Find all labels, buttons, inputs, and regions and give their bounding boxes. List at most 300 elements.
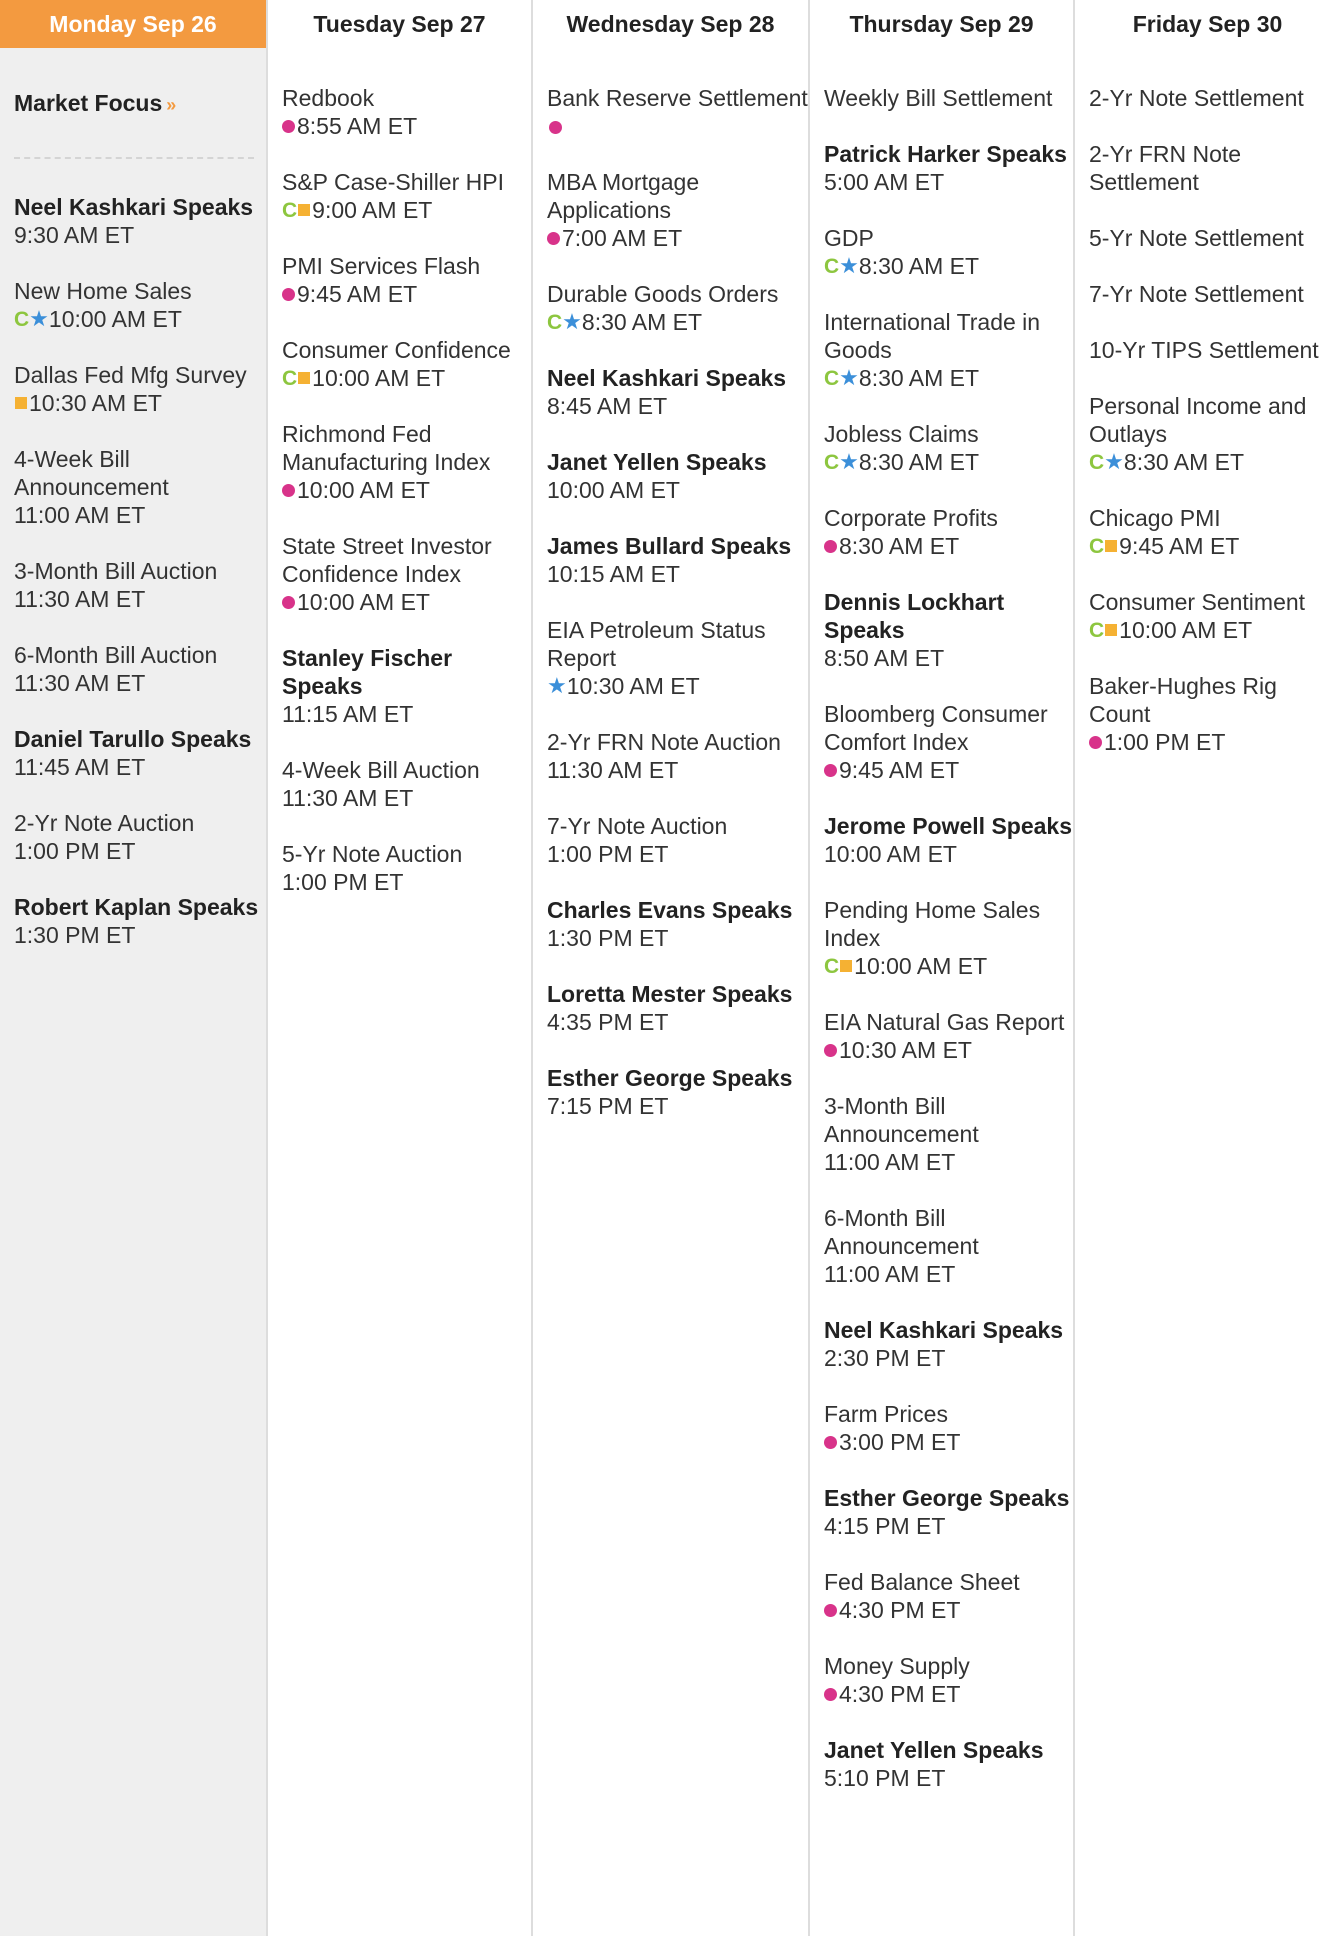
event-title[interactable]	[547, 896, 808, 924]
event-time	[547, 476, 808, 504]
event-time-text: 9:45 AM ET	[839, 757, 960, 783]
calendar-event[interactable]	[547, 168, 808, 252]
event-time	[14, 501, 266, 529]
event-icons	[824, 1688, 839, 1701]
event-title-text: Weekly Bill Settlement	[824, 85, 1053, 111]
calendar-event[interactable]	[824, 84, 1073, 112]
event-time	[282, 588, 531, 616]
calendar-event[interactable]	[14, 809, 266, 865]
c-icon: C	[14, 307, 30, 331]
square-icon	[1105, 540, 1117, 552]
event-icons	[1089, 736, 1104, 749]
event-title[interactable]	[824, 1568, 1073, 1596]
event-time-text: 10:30 AM ET	[566, 673, 700, 699]
event-time	[547, 672, 808, 700]
event-icons	[824, 956, 854, 977]
day-header[interactable]: Monday Sep 26	[0, 0, 266, 48]
event-icons	[547, 232, 562, 245]
event-title-text: International Trade in Goods	[824, 309, 1041, 363]
event-time-text: 2:30 PM ET	[824, 1345, 946, 1371]
event-title[interactable]	[547, 280, 808, 308]
event-time	[14, 669, 266, 697]
event-title[interactable]	[824, 1204, 1073, 1260]
calendar-event[interactable]	[824, 700, 1073, 784]
event-list	[268, 48, 531, 896]
star-icon: ★	[839, 449, 859, 474]
event-time	[282, 196, 531, 224]
event-title-text: MBA Mortgage Applications	[547, 169, 700, 223]
event-title[interactable]	[14, 725, 266, 753]
event-title-text: 5-Yr Note Settlement	[1089, 225, 1304, 251]
event-title[interactable]	[282, 420, 531, 476]
event-time-text: 8:30 AM ET	[581, 309, 703, 335]
calendar-event[interactable]	[824, 1008, 1073, 1064]
dot-icon	[282, 596, 295, 609]
calendar-event[interactable]	[14, 361, 266, 417]
calendar-event[interactable]	[824, 420, 1073, 476]
speaker-event[interactable]	[547, 448, 808, 504]
event-title-text: 5-Yr Note Auction	[282, 841, 463, 867]
event-icons	[824, 451, 859, 473]
event-time-text: 4:15 PM ET	[824, 1513, 946, 1539]
event-time	[824, 1036, 1073, 1064]
event-title[interactable]	[824, 308, 1073, 364]
event-icons	[282, 120, 297, 133]
event-icons	[282, 596, 297, 609]
event-title[interactable]	[824, 812, 1073, 840]
event-icons	[1089, 536, 1119, 557]
event-time-text: 5:00 AM ET	[824, 169, 945, 195]
event-list	[810, 48, 1073, 1792]
event-title[interactable]	[1089, 672, 1340, 728]
event-title[interactable]	[824, 140, 1073, 168]
event-icons	[824, 1044, 839, 1057]
event-title-text: Redbook	[282, 85, 375, 111]
double-chevron-right-icon: »	[166, 95, 177, 115]
event-time-text: 9:30 AM ET	[14, 222, 135, 248]
event-title-text: Robert Kaplan Speaks	[14, 894, 259, 920]
event-title[interactable]	[14, 445, 266, 501]
event-time-text: 8:30 AM ET	[839, 533, 960, 559]
event-time	[547, 1092, 808, 1120]
event-title-text: 6-Month Bill Announcement	[824, 1205, 979, 1259]
event-time	[282, 476, 531, 504]
event-time	[282, 700, 531, 728]
speaker-event[interactable]	[547, 364, 808, 420]
event-time	[824, 364, 1073, 392]
event-title[interactable]	[824, 1400, 1073, 1428]
event-time-text: 9:00 AM ET	[312, 197, 433, 223]
event-time	[824, 1428, 1073, 1456]
event-title[interactable]	[282, 644, 531, 700]
calendar-event[interactable]	[824, 308, 1073, 392]
event-title-text: Neel Kashkari Speaks	[547, 365, 787, 391]
day-column	[0, 0, 268, 1936]
event-title[interactable]	[282, 168, 531, 196]
speaker-event[interactable]	[824, 1484, 1073, 1540]
event-title[interactable]	[824, 84, 1073, 112]
event-title-text: Esther George Speaks	[547, 1065, 793, 1091]
event-title[interactable]	[547, 980, 808, 1008]
event-time-text: 11:30 AM ET	[282, 785, 414, 811]
event-title[interactable]	[14, 361, 266, 389]
calendar-event[interactable]	[14, 277, 266, 333]
event-time	[14, 221, 266, 249]
event-title-text: Janet Yellen Speaks	[547, 449, 767, 475]
event-title[interactable]	[1089, 224, 1340, 252]
speaker-event[interactable]	[547, 980, 808, 1036]
event-time-text: 9:45 AM ET	[1119, 533, 1240, 559]
event-icons	[824, 764, 839, 777]
event-title[interactable]	[547, 728, 808, 756]
event-time	[824, 1596, 1073, 1624]
calendar-event[interactable]	[282, 336, 531, 392]
event-time-text: 11:00 AM ET	[824, 1261, 956, 1287]
event-title[interactable]	[1089, 588, 1340, 616]
event-time-text: 1:30 PM ET	[547, 925, 669, 951]
dot-icon	[824, 1044, 837, 1057]
event-time	[547, 560, 808, 588]
calendar-event[interactable]	[14, 445, 266, 529]
market-focus-label: Market Focus	[14, 90, 163, 116]
event-time	[547, 840, 808, 868]
event-icons	[1089, 620, 1119, 641]
event-icons	[14, 308, 49, 330]
event-time	[824, 532, 1073, 560]
calendar-event[interactable]	[824, 504, 1073, 560]
dot-icon	[824, 764, 837, 777]
event-time-text: 8:30 AM ET	[858, 253, 980, 279]
event-icons	[824, 1436, 839, 1449]
calendar-event[interactable]	[824, 224, 1073, 280]
event-title[interactable]	[547, 812, 808, 840]
event-title-text: Neel Kashkari Speaks	[824, 1317, 1064, 1343]
event-title-text: Baker-Hughes Rig Count	[1089, 673, 1277, 727]
c-icon: C	[1089, 534, 1105, 558]
event-title[interactable]	[547, 84, 808, 140]
event-time-text: 10:00 AM ET	[297, 477, 430, 503]
calendar-event[interactable]	[547, 280, 808, 336]
event-time-text: 11:30 AM ET	[14, 670, 146, 696]
event-title-text: Money Supply	[824, 1653, 970, 1679]
event-time	[824, 840, 1073, 868]
event-title[interactable]	[14, 641, 266, 669]
calendar-event[interactable]	[282, 168, 531, 224]
event-icons	[824, 540, 839, 553]
event-icons	[824, 367, 859, 389]
event-title[interactable]	[824, 1652, 1073, 1680]
event-title-text: James Bullard Speaks	[547, 533, 792, 559]
event-icons	[824, 255, 859, 277]
event-time	[1089, 532, 1340, 560]
event-list	[0, 193, 266, 949]
event-icons	[282, 200, 312, 221]
event-title-text: Charles Evans Speaks	[547, 897, 793, 923]
event-time	[282, 280, 531, 308]
speaker-event[interactable]	[824, 588, 1073, 672]
event-title[interactable]	[14, 893, 266, 921]
event-title-text: Loretta Mester Speaks	[547, 981, 793, 1007]
event-time-text: 4:30 PM ET	[839, 1681, 961, 1707]
calendar-event[interactable]	[1089, 392, 1340, 476]
event-title-text: State Street Investor Confidence Index	[282, 533, 492, 587]
day-column	[268, 0, 533, 1936]
event-time-text: 3:00 PM ET	[839, 1429, 961, 1455]
event-time-text: 9:45 AM ET	[297, 281, 418, 307]
event-time	[824, 448, 1073, 476]
event-title-text: Bloomberg Consumer Comfort Index	[824, 701, 1048, 755]
event-time-text: 1:30 PM ET	[14, 922, 136, 948]
event-title-text: 2-Yr Note Auction	[14, 810, 195, 836]
event-title[interactable]	[824, 700, 1073, 756]
calendar-event[interactable]	[824, 1568, 1073, 1624]
event-time	[1089, 616, 1340, 644]
calendar-event[interactable]	[1089, 84, 1340, 112]
speaker-event[interactable]	[824, 812, 1073, 868]
event-title[interactable]	[824, 1092, 1073, 1148]
event-title[interactable]	[282, 532, 531, 588]
event-title-text: 4-Week Bill Auction	[282, 757, 480, 783]
event-time	[14, 753, 266, 781]
calendar-event[interactable]	[282, 840, 531, 896]
speaker-event[interactable]	[824, 1316, 1073, 1372]
event-title[interactable]	[282, 336, 531, 364]
speaker-event[interactable]	[547, 896, 808, 952]
event-time-text: 11:30 AM ET	[547, 757, 679, 783]
day-column	[533, 0, 810, 1936]
speaker-event[interactable]	[824, 140, 1073, 196]
c-icon: C	[824, 366, 840, 390]
event-title[interactable]	[14, 809, 266, 837]
calendar-event[interactable]	[14, 641, 266, 697]
event-title-text: Daniel Tarullo Speaks	[14, 726, 252, 752]
event-icons	[547, 675, 567, 697]
event-time-text: 7:00 AM ET	[562, 225, 683, 251]
event-title[interactable]	[14, 277, 266, 305]
event-title-text: Personal Income and Outlays	[1089, 393, 1307, 447]
event-time-text: 8:30 AM ET	[1123, 449, 1245, 475]
event-list	[533, 48, 808, 1120]
event-title-text: Jerome Powell Speaks	[824, 813, 1073, 839]
calendar-event[interactable]	[547, 84, 808, 140]
c-icon: C	[824, 254, 840, 278]
dot-icon	[824, 540, 837, 553]
event-title[interactable]	[1089, 84, 1340, 112]
event-time-text: 11:30 AM ET	[14, 586, 146, 612]
event-title-text: GDP	[824, 225, 874, 251]
event-title[interactable]	[824, 1736, 1073, 1764]
event-title-text: Patrick Harker Speaks	[824, 141, 1067, 167]
event-title-text: EIA Natural Gas Report	[824, 1009, 1065, 1035]
event-time-text: 1:00 PM ET	[547, 841, 669, 867]
day-header[interactable]: Thursday Sep 29	[849, 10, 1034, 37]
event-time	[824, 1260, 1073, 1288]
event-title[interactable]	[824, 1316, 1073, 1344]
dot-icon	[824, 1436, 837, 1449]
speaker-event[interactable]	[547, 532, 808, 588]
event-title[interactable]	[1089, 280, 1340, 308]
event-time	[282, 784, 531, 812]
event-title-text: Stanley Fischer Speaks	[282, 645, 453, 699]
event-title[interactable]	[282, 840, 531, 868]
calendar-event[interactable]	[1089, 336, 1340, 364]
event-time-text: 8:50 AM ET	[824, 645, 945, 671]
event-title[interactable]	[282, 252, 531, 280]
event-time-text: 10:00 AM ET	[824, 841, 957, 867]
event-time	[824, 1148, 1073, 1176]
event-title[interactable]	[1089, 504, 1340, 532]
event-title[interactable]	[547, 616, 808, 672]
day-column	[810, 0, 1075, 1936]
speaker-event[interactable]	[282, 644, 531, 728]
event-time	[547, 224, 808, 252]
event-time-text: 10:00 AM ET	[48, 306, 182, 332]
calendar-event[interactable]	[547, 616, 808, 700]
event-title-text: EIA Petroleum Status Report	[547, 617, 766, 671]
calendar-event[interactable]	[14, 557, 266, 613]
event-time-text: 11:45 AM ET	[14, 754, 146, 780]
dot-icon	[824, 1604, 837, 1617]
calendar-event[interactable]	[282, 252, 531, 308]
calendar-event[interactable]	[1089, 672, 1340, 756]
calendar-event[interactable]	[547, 812, 808, 868]
speaker-event[interactable]	[14, 893, 266, 949]
star-icon: ★	[1104, 449, 1124, 474]
event-time	[547, 1008, 808, 1036]
star-icon: ★	[839, 253, 859, 278]
square-icon	[298, 204, 310, 216]
event-time	[824, 644, 1073, 672]
event-icons	[282, 484, 297, 497]
event-title[interactable]	[1089, 140, 1340, 196]
event-title-text: 3-Month Bill Auction	[14, 558, 218, 584]
day-column	[1075, 0, 1340, 1936]
event-icons	[282, 368, 312, 389]
event-time	[14, 585, 266, 613]
event-time-text: 11:15 AM ET	[282, 701, 414, 727]
event-time-text: 10:00 AM ET	[297, 589, 430, 615]
dot-icon	[547, 232, 560, 245]
market-focus-link[interactable]	[14, 90, 266, 117]
calendar-event[interactable]	[282, 756, 531, 812]
event-title[interactable]	[14, 193, 266, 221]
event-icons	[282, 288, 297, 301]
event-title[interactable]	[547, 1064, 808, 1092]
event-title-text: PMI Services Flash	[282, 253, 481, 279]
calendar-event[interactable]	[1089, 280, 1340, 308]
day-header[interactable]: Wednesday Sep 28	[566, 10, 775, 37]
calendar-event[interactable]	[824, 1652, 1073, 1708]
c-icon: C	[282, 198, 298, 222]
dot-icon	[282, 288, 295, 301]
star-icon: ★	[547, 673, 567, 698]
calendar-event[interactable]	[824, 896, 1073, 980]
event-time-text: 11:00 AM ET	[14, 502, 146, 528]
calendar-event[interactable]	[282, 532, 531, 616]
event-time-text: 1:00 PM ET	[1104, 729, 1226, 755]
event-title-text: 2-Yr FRN Note Auction	[547, 729, 781, 755]
calendar-event[interactable]	[824, 1092, 1073, 1176]
event-time	[1089, 448, 1340, 476]
speaker-event[interactable]	[824, 1736, 1073, 1792]
c-icon: C	[547, 310, 563, 334]
event-time	[14, 305, 266, 333]
calendar-event[interactable]	[824, 1400, 1073, 1456]
event-time-text: 10:30 AM ET	[29, 390, 162, 416]
event-title[interactable]	[824, 504, 1073, 532]
calendar-event[interactable]	[282, 420, 531, 504]
event-icons	[1089, 451, 1124, 473]
c-icon: C	[1089, 618, 1105, 642]
calendar-event[interactable]	[1089, 504, 1340, 560]
event-time	[824, 252, 1073, 280]
calendar-event[interactable]	[282, 84, 531, 140]
event-time	[824, 1764, 1073, 1792]
event-time-text: 1:00 PM ET	[14, 838, 136, 864]
square-icon	[1105, 624, 1117, 636]
calendar-event[interactable]	[1089, 588, 1340, 644]
event-title[interactable]	[282, 84, 531, 112]
event-title-text: Janet Yellen Speaks	[824, 1737, 1044, 1763]
day-header[interactable]: Tuesday Sep 27	[313, 10, 486, 37]
event-time-text: 10:00 AM ET	[1119, 617, 1253, 643]
event-time-text: 1:00 PM ET	[282, 869, 404, 895]
event-title-text: 7-Yr Note Settlement	[1089, 281, 1304, 307]
calendar-event[interactable]	[1089, 140, 1340, 196]
c-icon: C	[1089, 450, 1105, 474]
event-title-text: Richmond Fed Manufacturing Index	[282, 421, 491, 475]
event-title[interactable]	[824, 896, 1073, 952]
event-time	[1089, 728, 1340, 756]
calendar-event[interactable]	[824, 1204, 1073, 1288]
day-header[interactable]: Friday Sep 30	[1132, 10, 1283, 37]
star-icon: ★	[29, 306, 49, 331]
star-icon: ★	[839, 365, 859, 390]
c-icon: C	[824, 954, 840, 978]
speaker-event[interactable]	[14, 725, 266, 781]
event-title[interactable]	[14, 557, 266, 585]
square-icon	[298, 372, 310, 384]
event-title-text: 3-Month Bill Announcement	[824, 1093, 979, 1147]
dot-icon	[282, 484, 295, 497]
event-title[interactable]	[824, 1484, 1073, 1512]
event-title[interactable]	[1089, 392, 1340, 448]
event-time	[824, 168, 1073, 196]
event-time-text: 10:00 AM ET	[547, 477, 680, 503]
event-time	[14, 921, 266, 949]
event-icons	[824, 1604, 839, 1617]
calendar-event[interactable]	[547, 728, 808, 784]
speaker-event[interactable]	[14, 193, 266, 249]
event-title[interactable]	[547, 448, 808, 476]
event-title[interactable]	[282, 756, 531, 784]
event-title[interactable]	[824, 420, 1073, 448]
event-title[interactable]	[824, 1008, 1073, 1036]
event-title[interactable]	[547, 364, 808, 392]
calendar-event[interactable]	[1089, 224, 1340, 252]
event-title-text: 2-Yr Note Settlement	[1089, 85, 1304, 111]
event-title[interactable]	[547, 168, 808, 224]
event-title[interactable]	[824, 588, 1073, 644]
event-time-text: 8:30 AM ET	[858, 449, 980, 475]
event-title[interactable]	[1089, 336, 1340, 364]
square-icon	[840, 960, 852, 972]
event-title[interactable]	[824, 224, 1073, 252]
event-time	[14, 837, 266, 865]
event-title-text: New Home Sales	[14, 278, 192, 304]
speaker-event[interactable]	[547, 1064, 808, 1120]
event-title[interactable]	[547, 532, 808, 560]
